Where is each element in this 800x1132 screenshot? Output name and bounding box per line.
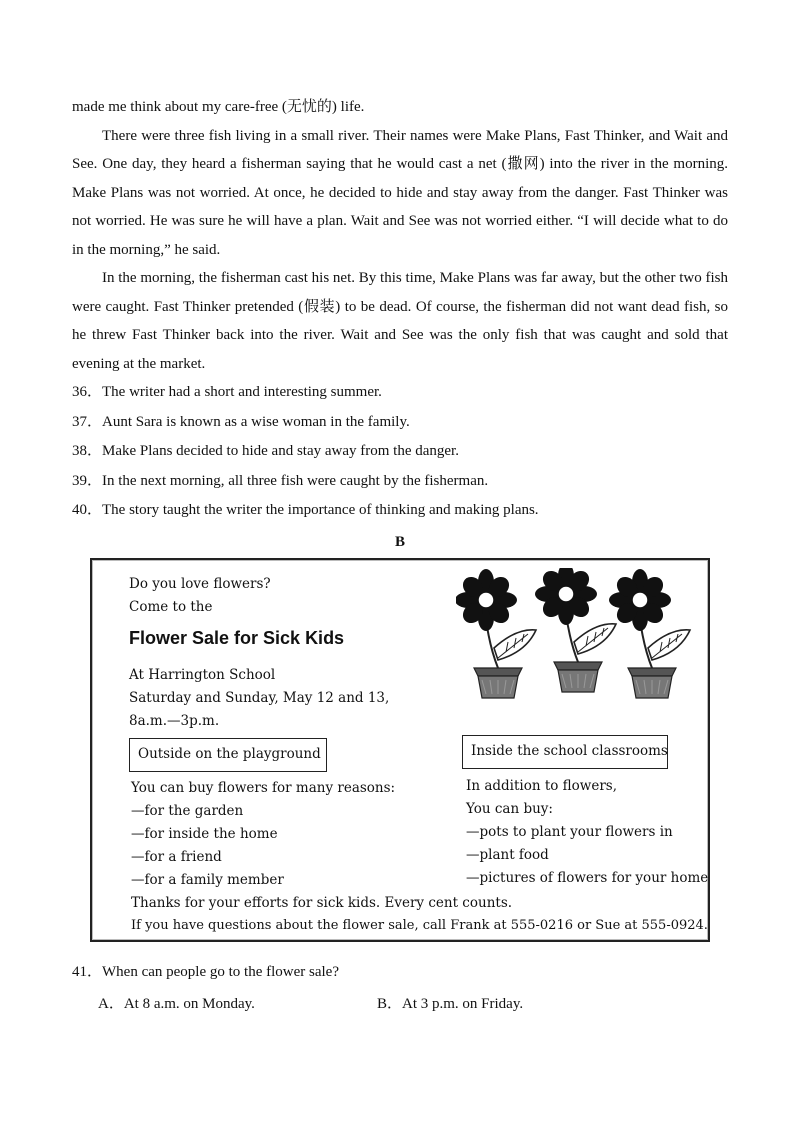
poster-thanks: Thanks for your efforts for sick kids. Every cent counts. [131, 895, 513, 911]
poster-dates: Saturday and Sunday, May 12 and 13, [129, 690, 390, 706]
left-item-2: —for the garden [131, 803, 244, 819]
statement-39: 39．In the next morning, all three fish were caught by the fisherman. [72, 472, 489, 489]
passage-paragraph-1: There were three fish living in a small river. Their names were Make Plans, Fast Thinker, and Wait and See. One day, they heard a fisherman saying that he would cast a net (撒网) into the river in the morning. Make Plans was not worried. At once, he decided to hide and stay away from the danger. Fast Thinker was not worried. He was sure he will have a plan. Wait and See was not worried either. “I will decide what to do in the morning,” he said. [72, 127, 728, 258]
reading-passage [72, 93, 728, 556]
passage-line-0: made me think about my care-free (无忧的) life. [72, 99, 365, 115]
poster-time: 8a.m.—3p.m. [129, 713, 220, 729]
statement-40: 40．The story taught the writer the importance of thinking and making plans. [72, 502, 539, 518]
right-item-1: In addition to flowers, [466, 778, 618, 794]
left-item-1: You can buy flowers for many reasons: [131, 780, 396, 796]
statement-36: 36．The writer had a short and interesting summer. [72, 384, 382, 400]
poster-contact: If you have questions about the flower sale, call Frank at 555-0216 or Sue at 555-0924. [131, 918, 708, 933]
poster-intro-2: Come to the [129, 599, 213, 615]
passage-paragraph-2: In the morning, the fisherman cast his net. By this time, Make Plans was far away, but the other two fish were caught. Fast Thinker pretended (假装) to be dead. Of course, the fisherman did not want dead fish, so he threw Fast Thinker back into the river. Wait and See was the only fish that was caught and sold that evening at the market. [72, 270, 728, 372]
left-item-4: —for a friend [131, 849, 222, 865]
right-location-box: Inside the school classrooms [462, 735, 668, 769]
right-item-2: You can buy: [466, 801, 553, 817]
right-item-5: —pictures of flowers for your home [466, 870, 709, 886]
section-label: B [394, 533, 405, 550]
option-b[interactable]: B．At 3 p.m. on Friday. [377, 996, 524, 1012]
left-location-box: Outside on the playground [129, 738, 327, 772]
three-potted-flowers-icon [456, 568, 696, 700]
left-item-5: —for a family member [131, 872, 284, 888]
option-a[interactable]: A．At 8 a.m. on Monday. [98, 996, 255, 1012]
right-item-4: —plant food [466, 847, 549, 863]
poster-place: At Harrington School [129, 667, 276, 683]
poster-title: Flower Sale for Sick Kids [129, 628, 345, 648]
flower-sale-poster [90, 558, 710, 942]
statement-37: 37．Aunt Sara is known as a wise woman in the family. [72, 413, 410, 430]
question-41-stem: 41．When can people go to the flower sale? [72, 964, 339, 980]
poster-intro-1: Do you love flowers? [129, 576, 271, 592]
left-item-3: —for inside the home [131, 826, 278, 842]
statement-38: 38．Make Plans decided to hide and stay away from the danger. [72, 443, 459, 459]
right-item-3: —pots to plant your flowers in [466, 824, 673, 840]
